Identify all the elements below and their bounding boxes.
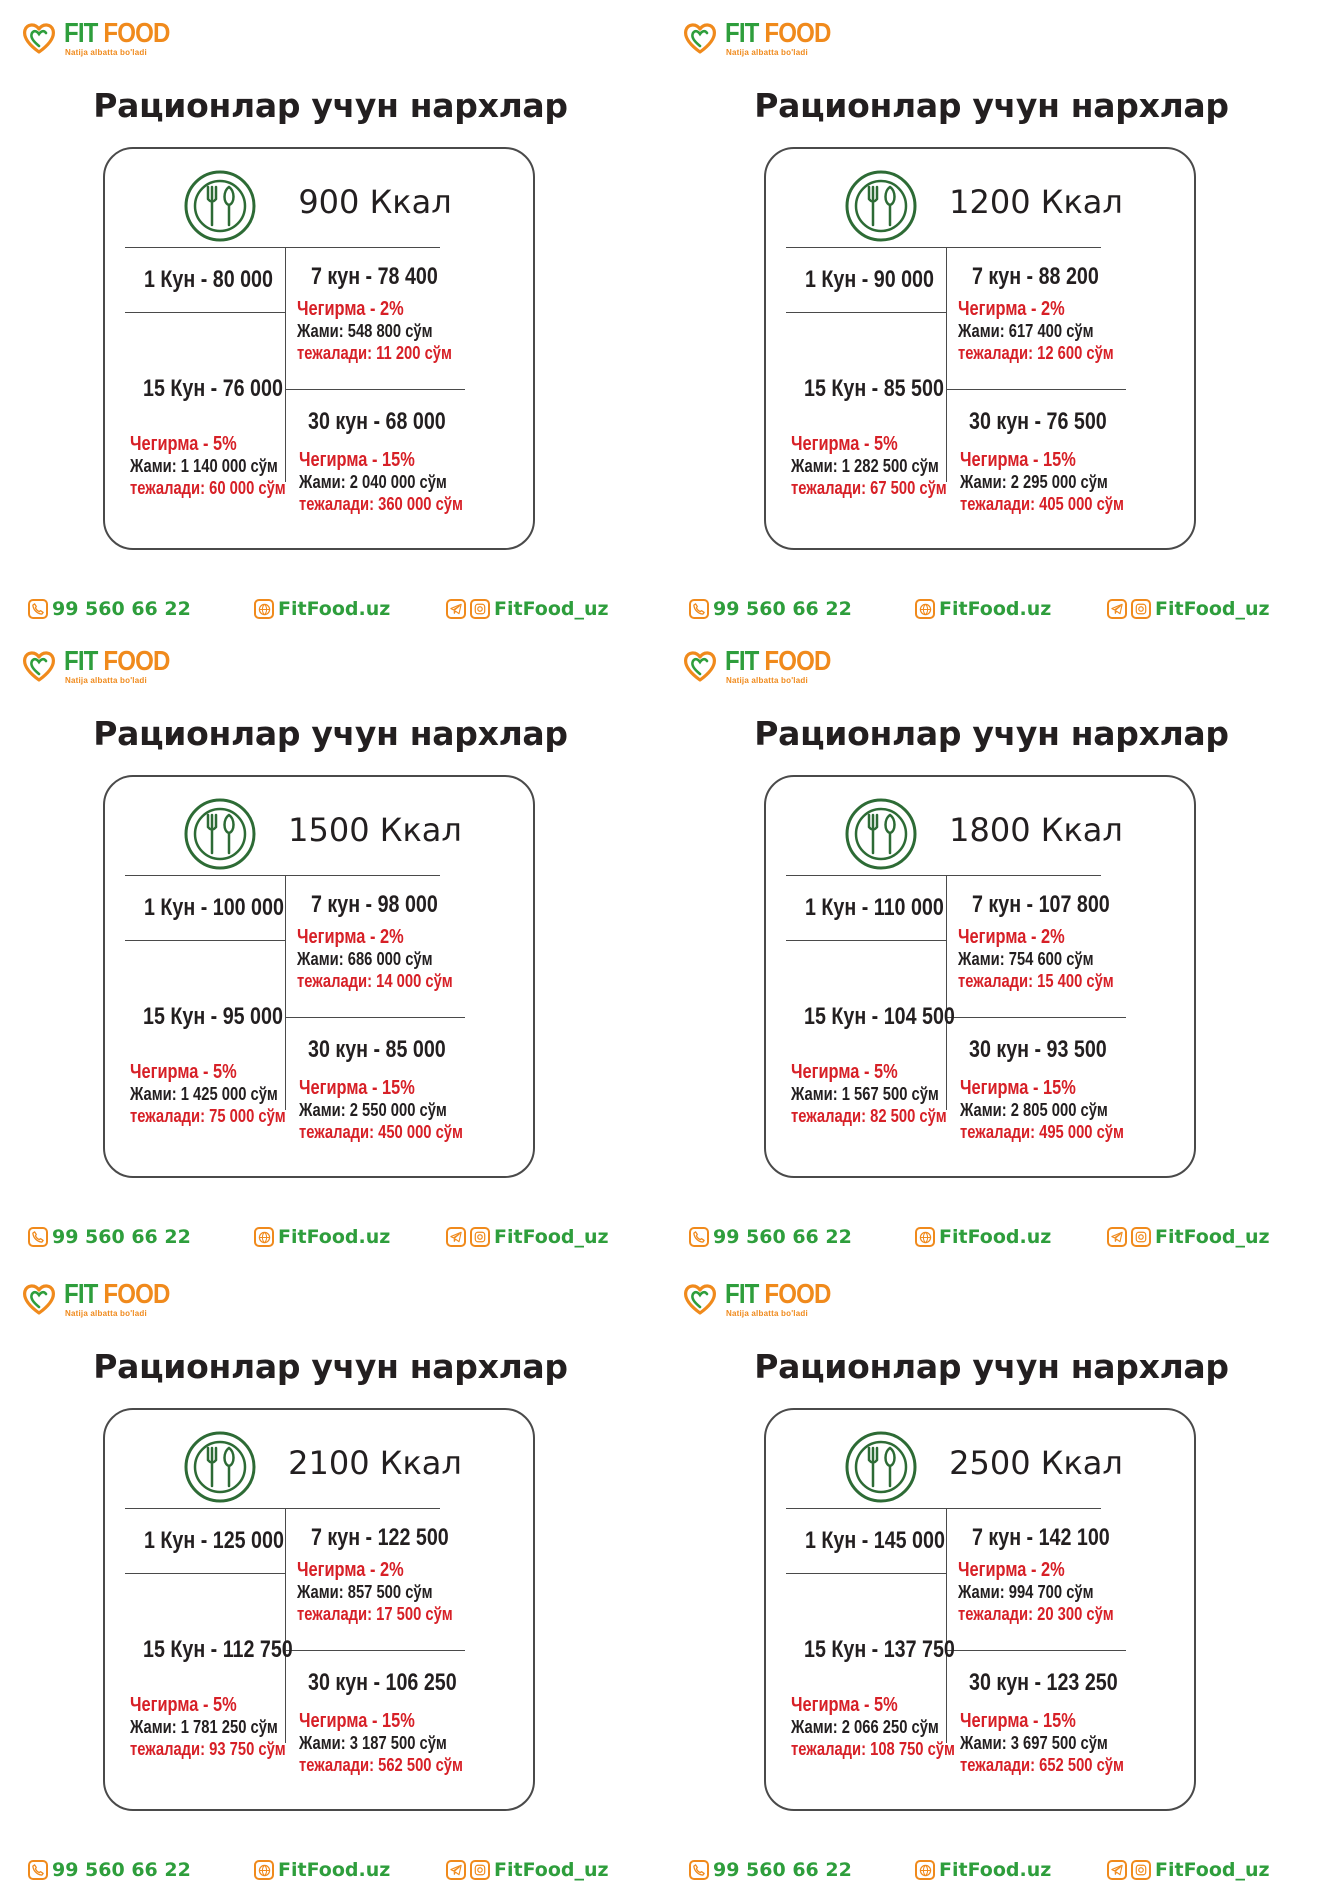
- divider: [285, 1508, 286, 1743]
- divider: [786, 1573, 946, 1574]
- plate-cutlery-icon: [183, 1430, 257, 1504]
- brand-name: FIT FOOD: [64, 645, 170, 676]
- day1-price: 1 Кун - 110 000: [805, 894, 944, 921]
- heart-logo-icon: [683, 22, 717, 54]
- price-card: [764, 147, 1196, 550]
- day1-price: 1 Кун - 145 000: [805, 1527, 945, 1554]
- brand-tagline: Natija albatta bo'ladi: [726, 1309, 808, 1318]
- day15-savings: тежалади: 60 000 сўм: [130, 478, 286, 498]
- day30-discount: Чегирма - 15%: [299, 1077, 415, 1099]
- contact-footer: [661, 596, 1322, 622]
- brand-tagline: Natija albatta bo'ladi: [65, 48, 147, 57]
- phone-icon: [28, 1860, 48, 1880]
- divider: [946, 1017, 1126, 1018]
- day7-discount: Чегирма - 2%: [958, 298, 1065, 320]
- heart-logo-icon: [22, 1283, 56, 1315]
- day15-price: 15 Кун - 76 000: [143, 375, 283, 402]
- website-link[interactable]: [915, 1224, 1051, 1250]
- brand-tagline: Natija albatta bo'ladi: [65, 1309, 147, 1318]
- day15-discount: Чегирма - 5%: [791, 1061, 898, 1083]
- day30-total: Жами: 3 187 500 сўм: [299, 1733, 447, 1753]
- social-handle: FitFood_uz: [494, 1226, 609, 1248]
- brand-name: FIT FOOD: [725, 1278, 831, 1309]
- day1-price: 1 Кун - 125 000: [144, 1527, 284, 1554]
- day7-total: Жами: 754 600 сўм: [958, 949, 1094, 969]
- price-card: [103, 1408, 535, 1811]
- day15-discount: Чегирма - 5%: [791, 1694, 898, 1716]
- phone-contact[interactable]: [689, 596, 852, 622]
- day30-savings: тежалади: 405 000 сўм: [960, 494, 1124, 514]
- day30-total: Жами: 2 295 000 сўм: [960, 472, 1108, 492]
- price-card: [103, 775, 535, 1178]
- day7-discount: Чегирма - 2%: [297, 298, 404, 320]
- divider: [125, 940, 285, 941]
- telegram-icon: [446, 599, 466, 619]
- day7-price: 7 кун - 88 200: [972, 263, 1099, 290]
- day7-price: 7 кун - 78 400: [311, 263, 438, 290]
- day7-discount: Чегирма - 2%: [958, 926, 1065, 948]
- phone-icon: [689, 1227, 709, 1247]
- website-link[interactable]: [254, 596, 390, 622]
- day30-savings: тежалади: 450 000 сўм: [299, 1122, 463, 1142]
- contact-footer: [0, 1857, 661, 1883]
- kcal-label: 1500 Ккал: [288, 811, 462, 849]
- web-icon: [254, 1860, 274, 1880]
- kcal-label: 900 Ккал: [298, 183, 452, 221]
- brand-tagline: Natija albatta bo'ladi: [65, 676, 147, 685]
- social-handle: FitFood_uz: [1155, 1859, 1270, 1881]
- day15-price: 15 Кун - 112 750: [143, 1636, 293, 1663]
- day15-discount: Чегирма - 5%: [130, 1061, 237, 1083]
- divider: [125, 312, 285, 313]
- day30-discount: Чегирма - 15%: [299, 449, 415, 471]
- social-link[interactable]: [1107, 1224, 1270, 1250]
- day15-savings: тежалади: 82 500 сўм: [791, 1106, 947, 1126]
- contact-footer: [0, 1224, 661, 1250]
- brand-tagline: Natija albatta bo'ladi: [726, 676, 808, 685]
- day7-total: Жами: 617 400 сўм: [958, 321, 1094, 341]
- day1-price: 1 Кун - 80 000: [144, 266, 273, 293]
- website-link[interactable]: [915, 596, 1051, 622]
- social-handle: FitFood_uz: [1155, 598, 1270, 620]
- heart-logo-icon: [683, 650, 717, 682]
- website-link[interactable]: [254, 1224, 390, 1250]
- plate-cutlery-icon: [183, 169, 257, 243]
- contact-footer: [661, 1224, 1322, 1250]
- website-url: FitFood.uz: [278, 1226, 391, 1248]
- plate-cutlery-icon: [844, 169, 918, 243]
- instagram-icon: [1131, 1860, 1151, 1880]
- phone-contact[interactable]: [28, 596, 191, 622]
- day7-savings: тежалади: 17 500 сўм: [297, 1604, 453, 1624]
- day15-total: Жами: 1 140 000 сўм: [130, 456, 278, 476]
- day30-savings: тежалади: 652 500 сўм: [960, 1755, 1124, 1775]
- price-panel-3: [0, 628, 661, 1261]
- day7-price: 7 кун - 142 100: [972, 1524, 1110, 1551]
- day7-savings: тежалади: 20 300 сўм: [958, 1604, 1114, 1624]
- divider: [946, 1650, 1126, 1651]
- phone-icon: [28, 599, 48, 619]
- day30-price: 30 кун - 68 000: [308, 408, 446, 435]
- day30-discount: Чегирма - 15%: [960, 449, 1076, 471]
- heart-logo-icon: [22, 22, 56, 54]
- day7-total: Жами: 994 700 сўм: [958, 1582, 1094, 1602]
- divider: [786, 1508, 1101, 1509]
- website-link[interactable]: [915, 1857, 1051, 1883]
- day15-total: Жами: 1 282 500 сўм: [791, 456, 939, 476]
- web-icon: [915, 1227, 935, 1247]
- social-link[interactable]: [1107, 596, 1270, 622]
- day30-total: Жами: 3 697 500 сўм: [960, 1733, 1108, 1753]
- day7-savings: тежалади: 12 600 сўм: [958, 343, 1114, 363]
- website-url: FitFood.uz: [939, 1226, 1052, 1248]
- divider: [285, 389, 465, 390]
- day1-price: 1 Кун - 90 000: [805, 266, 934, 293]
- phone-number: 99 560 66 22: [52, 598, 191, 620]
- phone-icon: [28, 1227, 48, 1247]
- website-url: FitFood.uz: [939, 598, 1052, 620]
- social-handle: FitFood_uz: [494, 598, 609, 620]
- contact-footer: [0, 596, 661, 622]
- day7-total: Жами: 686 000 сўм: [297, 949, 433, 969]
- day7-price: 7 кун - 122 500: [311, 1524, 449, 1551]
- phone-number: 99 560 66 22: [713, 598, 852, 620]
- divider: [786, 875, 1101, 876]
- social-link[interactable]: [446, 1224, 609, 1250]
- telegram-icon: [1107, 1860, 1127, 1880]
- divider: [285, 247, 286, 482]
- price-panel-6: [661, 1261, 1322, 1894]
- phone-contact[interactable]: [28, 1224, 191, 1250]
- day7-savings: тежалади: 14 000 сўм: [297, 971, 453, 991]
- day1-price: 1 Кун - 100 000: [144, 894, 284, 921]
- day30-price: 30 кун - 123 250: [969, 1669, 1118, 1696]
- divider: [125, 1508, 440, 1509]
- day15-savings: тежалади: 108 750 сўм: [791, 1739, 955, 1759]
- day15-price: 15 Кун - 137 750: [804, 1636, 955, 1663]
- day7-price: 7 кун - 98 000: [311, 891, 438, 918]
- telegram-icon: [446, 1227, 466, 1247]
- price-panel-2: [661, 0, 1322, 633]
- kcal-label: 2500 Ккал: [949, 1444, 1123, 1482]
- day15-total: Жами: 2 066 250 сўм: [791, 1717, 939, 1737]
- divider: [285, 1650, 465, 1651]
- day7-savings: тежалади: 11 200 сўм: [297, 343, 452, 363]
- divider: [125, 1573, 285, 1574]
- social-link[interactable]: [1107, 1857, 1270, 1883]
- social-handle: FitFood_uz: [1155, 1226, 1270, 1248]
- day30-price: 30 кун - 106 250: [308, 1669, 457, 1696]
- instagram-icon: [470, 1860, 490, 1880]
- price-card: [764, 775, 1196, 1178]
- phone-contact[interactable]: [28, 1857, 191, 1883]
- day7-discount: Чегирма - 2%: [297, 1559, 404, 1581]
- phone-number: 99 560 66 22: [52, 1859, 191, 1881]
- price-panel-4: [661, 628, 1322, 1261]
- divider: [125, 247, 440, 248]
- page-title: Рационлар учун нархлар: [754, 714, 1229, 753]
- divider: [285, 875, 286, 1110]
- divider: [285, 1017, 465, 1018]
- web-icon: [254, 1227, 274, 1247]
- day7-savings: тежалади: 15 400 сўм: [958, 971, 1114, 991]
- day30-total: Жами: 2 550 000 сўм: [299, 1100, 447, 1120]
- instagram-icon: [1131, 599, 1151, 619]
- page-title: Рационлар учун нархлар: [93, 714, 568, 753]
- day15-total: Жами: 1 425 000 сўм: [130, 1084, 278, 1104]
- day30-savings: тежалади: 562 500 сўм: [299, 1755, 463, 1775]
- day7-discount: Чегирма - 2%: [958, 1559, 1065, 1581]
- phone-contact[interactable]: [689, 1857, 852, 1883]
- page-title: Рационлар учун нархлар: [93, 1347, 568, 1386]
- brand-tagline: Natija albatta bo'ladi: [726, 48, 808, 57]
- instagram-icon: [470, 1227, 490, 1247]
- day15-total: Жами: 1 781 250 сўм: [130, 1717, 278, 1737]
- day30-discount: Чегирма - 15%: [960, 1077, 1076, 1099]
- heart-logo-icon: [683, 1283, 717, 1315]
- brand-name: FIT FOOD: [725, 17, 831, 48]
- phone-icon: [689, 1860, 709, 1880]
- day15-price: 15 Кун - 95 000: [143, 1003, 283, 1030]
- divider: [786, 312, 946, 313]
- contact-footer: [661, 1857, 1322, 1883]
- kcal-label: 1800 Ккал: [949, 811, 1123, 849]
- price-card: [103, 147, 535, 550]
- day15-price: 15 Кун - 104 500: [804, 1003, 955, 1030]
- social-link[interactable]: [446, 596, 609, 622]
- day15-savings: тежалади: 93 750 сўм: [130, 1739, 286, 1759]
- day30-price: 30 кун - 76 500: [969, 408, 1107, 435]
- price-panel-5: [0, 1261, 661, 1894]
- divider: [946, 247, 947, 482]
- page-title: Рационлар учун нархлар: [754, 86, 1229, 125]
- web-icon: [915, 599, 935, 619]
- website-link[interactable]: [254, 1857, 390, 1883]
- day30-savings: тежалади: 360 000 сўм: [299, 494, 463, 514]
- day15-savings: тежалади: 67 500 сўм: [791, 478, 947, 498]
- day7-price: 7 кун - 107 800: [972, 891, 1110, 918]
- day7-total: Жами: 857 500 сўм: [297, 1582, 433, 1602]
- plate-cutlery-icon: [183, 797, 257, 871]
- web-icon: [254, 599, 274, 619]
- day30-discount: Чегирма - 15%: [960, 1710, 1076, 1732]
- telegram-icon: [446, 1860, 466, 1880]
- kcal-label: 1200 Ккал: [949, 183, 1123, 221]
- plate-cutlery-icon: [844, 1430, 918, 1504]
- day30-discount: Чегирма - 15%: [299, 1710, 415, 1732]
- price-panel-1: [0, 0, 661, 633]
- website-url: FitFood.uz: [278, 1859, 391, 1881]
- instagram-icon: [1131, 1227, 1151, 1247]
- divider: [946, 875, 947, 1110]
- social-link[interactable]: [446, 1857, 609, 1883]
- day30-savings: тежалади: 495 000 сўм: [960, 1122, 1124, 1142]
- day15-savings: тежалади: 75 000 сўм: [130, 1106, 286, 1126]
- phone-icon: [689, 599, 709, 619]
- day30-price: 30 кун - 93 500: [969, 1036, 1107, 1063]
- page-title: Рационлар учун нархлар: [754, 1347, 1229, 1386]
- phone-contact[interactable]: [689, 1224, 852, 1250]
- phone-number: 99 560 66 22: [713, 1859, 852, 1881]
- instagram-icon: [470, 599, 490, 619]
- divider: [125, 875, 440, 876]
- website-url: FitFood.uz: [939, 1859, 1052, 1881]
- page-title: Рационлар учун нархлар: [93, 86, 568, 125]
- divider: [946, 1508, 947, 1743]
- social-handle: FitFood_uz: [494, 1859, 609, 1881]
- web-icon: [915, 1860, 935, 1880]
- price-card: [764, 1408, 1196, 1811]
- kcal-label: 2100 Ккал: [288, 1444, 462, 1482]
- telegram-icon: [1107, 1227, 1127, 1247]
- phone-number: 99 560 66 22: [713, 1226, 852, 1248]
- day30-total: Жами: 2 805 000 сўм: [960, 1100, 1108, 1120]
- day15-price: 15 Кун - 85 500: [804, 375, 944, 402]
- website-url: FitFood.uz: [278, 598, 391, 620]
- plate-cutlery-icon: [844, 797, 918, 871]
- divider: [786, 940, 946, 941]
- day30-total: Жами: 2 040 000 сўм: [299, 472, 447, 492]
- telegram-icon: [1107, 599, 1127, 619]
- day15-discount: Чегирма - 5%: [130, 1694, 237, 1716]
- divider: [786, 247, 1101, 248]
- divider: [946, 389, 1126, 390]
- heart-logo-icon: [22, 650, 56, 682]
- phone-number: 99 560 66 22: [52, 1226, 191, 1248]
- brand-name: FIT FOOD: [64, 17, 170, 48]
- brand-name: FIT FOOD: [725, 645, 831, 676]
- day7-discount: Чегирма - 2%: [297, 926, 404, 948]
- brand-name: FIT FOOD: [64, 1278, 170, 1309]
- day15-discount: Чегирма - 5%: [791, 433, 898, 455]
- day30-price: 30 кун - 85 000: [308, 1036, 446, 1063]
- day15-discount: Чегирма - 5%: [130, 433, 237, 455]
- day15-total: Жами: 1 567 500 сўм: [791, 1084, 939, 1104]
- day7-total: Жами: 548 800 сўм: [297, 321, 433, 341]
